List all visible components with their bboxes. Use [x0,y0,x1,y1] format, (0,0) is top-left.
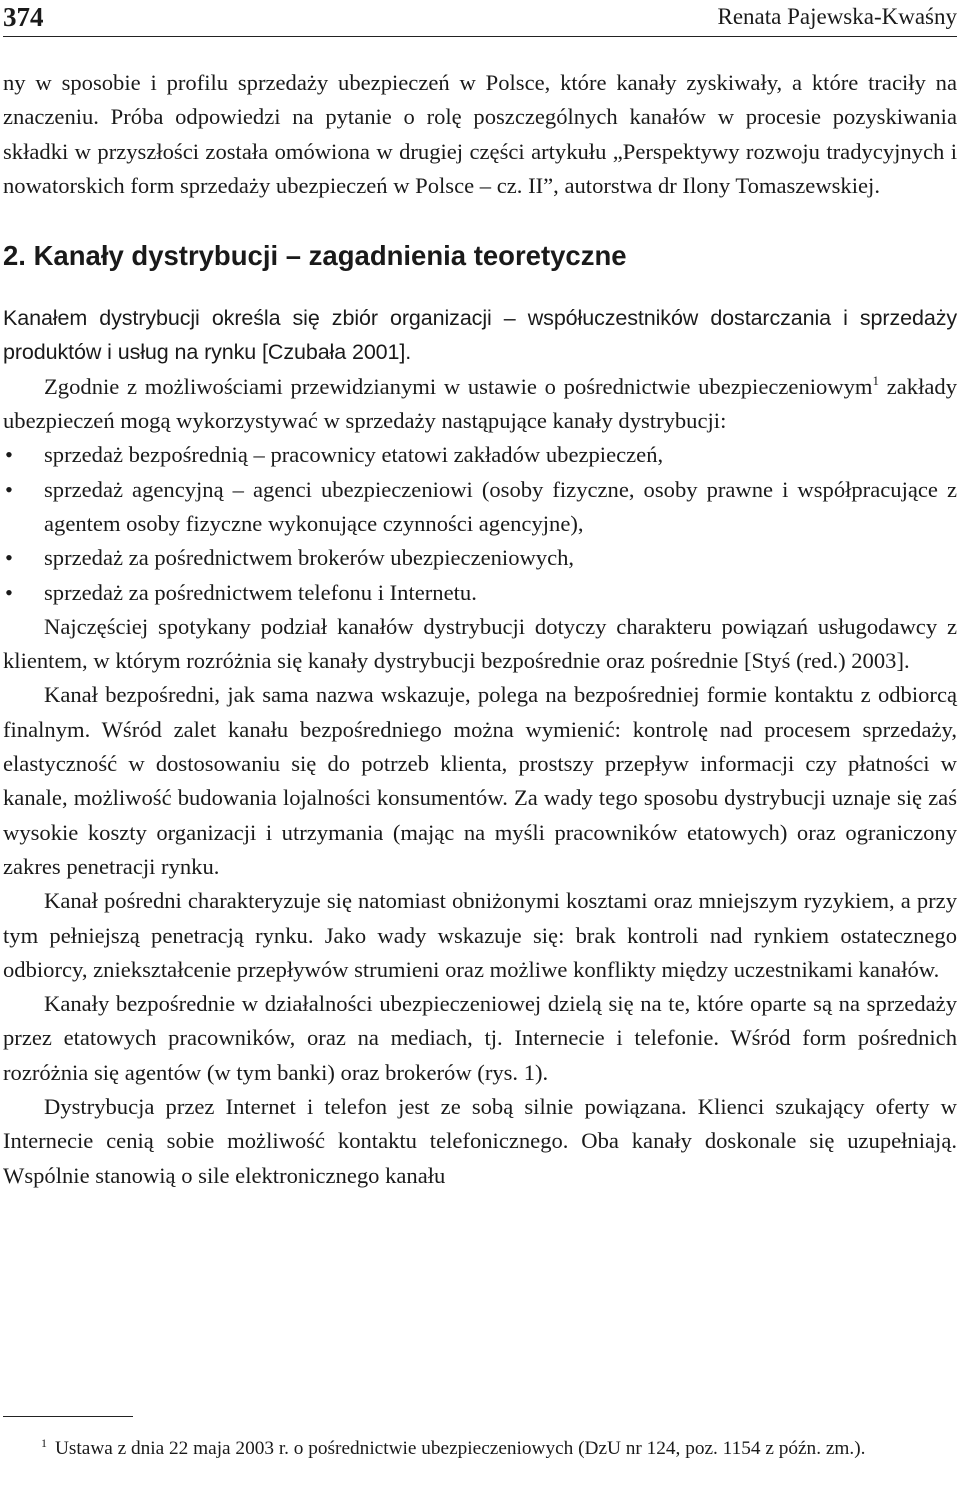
page-number: 374 [3,2,44,32]
bullet-icon: • [5,545,13,571]
footnote-ref: 1 [872,372,880,388]
law-text-after: zakłady ubezpieczeń mogą wykorzystywać w sprzedaży nastąpujące kanały dystrybucji: [3,373,957,434]
definition-paragraph: Kanałem dystrybucji określa się zbiór organizacji – współuczestników dostarczania i sprzedaży produktów i usług na rynku [Czubała 2001]. [3,306,957,365]
bullet-icon: • [5,579,13,605]
running-header [3,0,957,37]
list-item [3,541,957,575]
paragraph-indirect-channel: Kanał pośredni charakteryzuje się natomiast obniżonymi kosztami oraz mniejszym ryzykiem, a przy tym pełniejszą penetracją rynku. Jako wady wskazuje się: brak kontroli nad rynkiem ostatecznego odbiorcy, zniekształcenie przepływów strumieni oraz możliwe konflikty między uczestnikami kanałów. [3,888,957,982]
body-text [3,66,957,1193]
footnote [3,1435,957,1462]
footnote-text: Ustawa z dnia 22 maja 2003 r. o pośrednictwie ubezpieczeniowych (DzU nr 124, poz. 1154 z późn. zm.). [55,1438,866,1459]
list-item-text: sprzedaż agencyjną – agenci ubezpieczeniowi (osoby fizyczne, osoby prawne i współpracujące z agentem osoby fizyczne wykonujące czynności agencyjne), [44,476,957,536]
law-text-before: Zgodnie z możliwościami przewidzianymi w ustawie o pośrednictwie ubezpieczeniowym [44,373,873,399]
list-item [3,473,957,542]
list-item-text: sprzedaż za pośrednictwem telefonu i Internetu. [44,579,477,605]
bullet-icon: • [5,442,13,468]
footnote-number: 1 [41,1436,47,1450]
list-item [3,576,957,610]
paragraph-classification: Najczęściej spotykany podział kanałów dystrybucji dotyczy charakteru powiązań usługodawcy z klientem, w którym rozróżnia się kanały dystrybucji bezpośrednie oraz pośrednie [Styś (red.) 2003]. [3,613,957,674]
list-item [3,438,957,472]
list-item-text: sprzedaż za pośrednictwem brokerów ubezpieczeniowych, [44,545,575,571]
paragraph-internet-phone: Dystrybucja przez Internet i telefon jest ze sobą silnie powiązana. Klienci szukający oferty w Internecie cenią sobie możliwość kontaktu telefonicznego. Oba kanały doskonale się uzupełniają. Wspólnie stanowią o sile elektronicznego kanału [3,1094,957,1188]
bullet-icon: • [5,476,13,502]
footnote-divider [3,1416,133,1417]
paragraph-direct-channel: Kanał bezpośredni, jak sama nazwa wskazuje, polega na bezpośredniej formie kontaktu z odbiorcą finalnym. Wśród zalet kanału bezpośredniego można wymienić: kontrolę nad procesem sprzedaży, elastyczność w dostosowaniu się do potrzeb klienta, prostszy przepływ informacji czy płatności w kanale, możliwość budowania lojalności konsumentów. Za wady tego sposobu dystrybucji uznaje się zaś wysokie koszty organizacji i utrzymania (mając na myśli pracowników etatowych) oraz ograniczony zakres penetracji rynku. [3,682,957,879]
list-item-text: sprzedaż bezpośrednią – pracownicy etatowi zakładów ubezpieczeń, [44,442,664,468]
law-paragraph [3,370,957,439]
running-author: Renata Pajewska-Kwaśny [717,4,957,29]
distribution-channel-list [3,438,957,609]
intro-paragraph: ny w sposobie i profilu sprzedaży ubezpieczeń w Polsce, które kanały zyskiwały, a które traciły na znaczeniu. Próba odpowiedzi na pytanie o rolę poszczególnych kanałów w procesie pozyskiwania składki w przyszłości została omówiona w drugiej części artykułu „Perspektywy rozwoju tradycyjnych i nowatorskich form sprzedaży ubezpieczeń w Polsce – cz. II”, autorstwa dr Ilony Tomaszewskiej. [3,70,957,198]
paragraph-insurance-channels: Kanały bezpośrednie w działalności ubezpieczeniowej dzielą się na te, które oparte są na sprzedaży przez etatowych pracowników, oraz na mediach, tj. Internecie i telefonie. Wśród form pośrednich rozróżnia się agentów (w tym banki) oraz brokerów (rys. 1). [3,991,957,1085]
section-heading: 2. Kanały dystrybucji – zagadnienia teoretyczne [3,240,627,272]
